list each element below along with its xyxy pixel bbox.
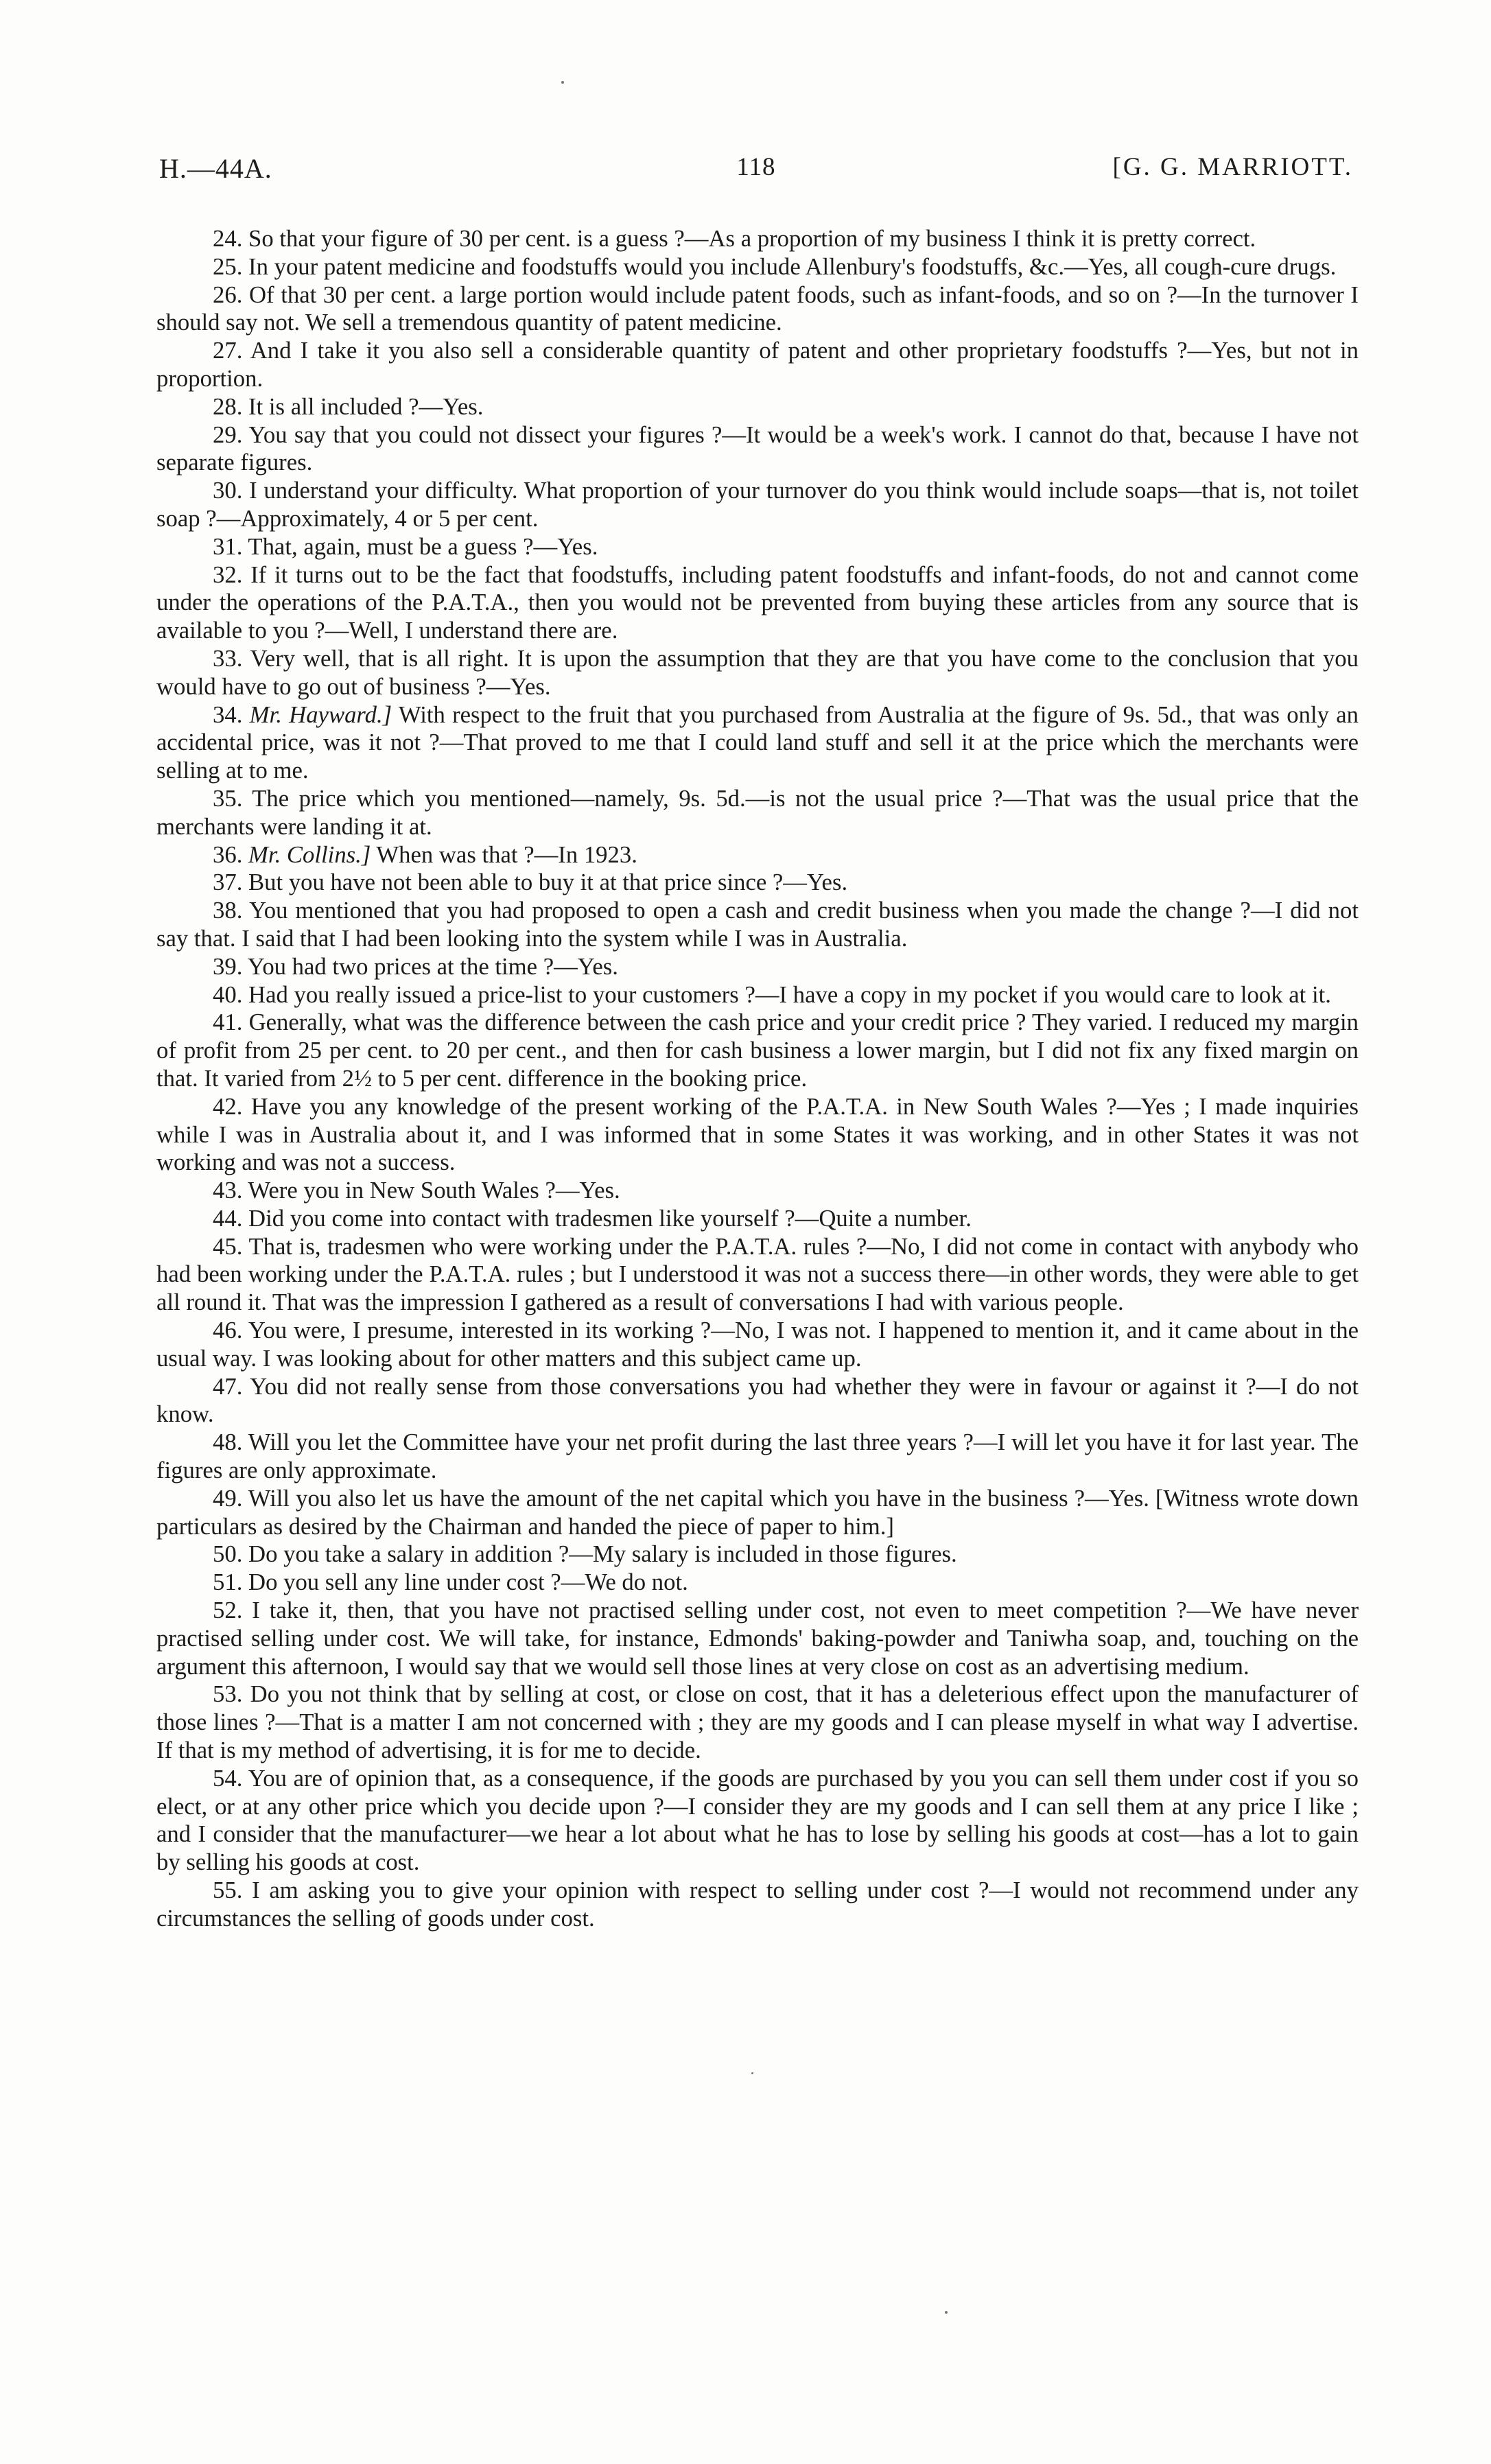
question-43: 43. Were you in New South Wales ?—Yes. [213, 1177, 620, 1204]
question-44: 44. Did you come into contact with tradesmen like yourself ?—Quite a number. [213, 1204, 972, 1232]
question-45: 45. That is, tradesmen who were working under the P.A.T.A. rules ?—No, I did not come in contact with anybody who had been working under the P.A.T.A. rules ; but I understood it was not a success there—in other words, they were able to get all round it. That was the impression I gathered as a result of conversations I had with various people. [156, 1232, 1359, 1316]
question-text: With respect to the fruit that you purchased from Australia at the figure of 9s. 5d., that was only an accidental price, was it not ?—That proved to me that I could land stuff and sell it at the price which the merchants were selling at to me. [156, 701, 1359, 784]
scan-speck [945, 2311, 948, 2314]
question-50: 50. Do you take a salary in addition ?—My salary is included in those figures. [213, 1540, 957, 1568]
question-54: 54. You are of opinion that, as a consequence, if the goods are purchased by you you can sell them under cost if you so elect, or at any other price which you decide upon ?—I consider they are my goods and I can sell them at any price I like ; and I consider that the manufacturer—we hear a lot about what he has to lose by selling his goods at cost—has a lot to gain by selling his goods at cost. [156, 1764, 1359, 1876]
page-number: 118 [736, 153, 776, 181]
question-41: 41. Generally, what was the difference between the cash price and your credit price ? They varied. I reduced my margin of profit from 25 per cent. to 20 per cent., and then for cash business a lower margin, but I did not fix any fixed margin on that. It varied from 2½ to 5 per cent. difference in the booking price. [156, 1009, 1359, 1092]
speaker-name: Mr. Hayward.] [249, 701, 392, 728]
question-38: 38. You mentioned that you had proposed to open a cash and credit business when you made the change ?—I did not say that. I said that I had been looking into the system while I was in Australia. [156, 897, 1359, 952]
question-31: 31. That, again, must be a guess ?—Yes. [213, 532, 598, 560]
question-30: 30. I understand your difficulty. What proportion of your turnover do you think would include soaps—that is, not toilet soap ?—Approximately, 4 or 5 per cent. [156, 477, 1359, 532]
question-25: 25. In your patent medicine and foodstuffs would you include Allenbury's foodstuffs, &c.—Yes, all cough-cure drugs. [213, 253, 1337, 280]
question-51: 51. Do you sell any line under cost ?—We do not. [213, 1569, 688, 1596]
question-33: 33. Very well, that is all right. It is upon the assumption that they are that you have come to the conclusion that you would have to go out of business ?—Yes. [156, 644, 1359, 700]
question-29: 29. You say that you could not dissect your figures ?—It would be a week's work. I cannot do that, because I have not separate figures. [156, 421, 1359, 476]
scan-speck [561, 81, 564, 84]
question-55: 55. I am asking you to give your opinion with respect to selling under cost ?—I would not recommend under any circumstances the selling of goods under cost. [156, 1877, 1359, 1932]
question-39: 39. You had two prices at the time ?—Yes. [213, 952, 618, 980]
question-46: 46. You were, I presume, interested in its working ?—No, I was not. I happened to mention it, and it came about in the usual way. I was looking about for other matters and this subject came up. [156, 1317, 1359, 1372]
document-reference: H.—44A. [159, 153, 272, 184]
question-48: 48. Will you let the Committee have your net profit during the last three years ?—I will let you have it for last year. The figures are only approximate. [156, 1429, 1359, 1484]
question-number: 36. [213, 841, 243, 868]
scan-speck [751, 2072, 753, 2074]
page-header [159, 152, 1353, 187]
witness-name: [G. G. MARRIOTT. [1112, 153, 1353, 181]
question-number: 34. [213, 701, 243, 728]
question-52: 52. I take it, then, that you have not practised selling under cost, not even to meet competition ?—We have never practised selling under cost. We will take, for instance, Edmonds' baking-powder and Taniwha soap, and, touching on the argument this afternoon, I would say that we would sell those lines at very close on cost as an advertising medium. [156, 1597, 1359, 1680]
question-47: 47. You did not really sense from those conversations you had whether they were in favour or against it ?—I do not know. [156, 1372, 1359, 1428]
question-49: 49. Will you also let us have the amount of the net capital which you have in the business ?—Yes. [Witness wrote down particulars as desired by the Chairman and handed the piece of paper to him.] [156, 1484, 1359, 1540]
question-32: 32. If it turns out to be the fact that foodstuffs, including patent foodstuffs and infant-foods, do not and cannot come under the operations of the P.A.T.A., then you would not be prevented from buying these articles from any source that is available to you ?—Well, I understand there are. [156, 561, 1359, 644]
transcript-body [156, 225, 1359, 1933]
question-36 [156, 841, 1359, 869]
question-53: 53. Do you not think that by selling at cost, or close on cost, that it has a deleterious effect upon the manufacturer of those lines ?—That is a matter I am not concerned with ; they are my goods and I can please myself in what way I advertise. If that is my method of advertising, it is for me to decide. [156, 1680, 1359, 1764]
question-35: 35. The price which you mentioned—namely, 9s. 5d.—is not the usual price ?—That was the usual price that the merchants were landing it at. [156, 784, 1359, 840]
question-text: When was that ?—In 1923. [376, 841, 637, 868]
question-42: 42. Have you any knowledge of the present working of the P.A.T.A. in New South Wales ?—Yes ; I made inquiries while I was in Australia about it, and I was informed that in some States it was working, and in other States it was not working and was not a success. [156, 1092, 1359, 1176]
question-27: 27. And I take it you also sell a considerable quantity of patent and other proprietary foodstuffs ?—Yes, but not in proportion. [156, 337, 1359, 392]
question-37: 37. But you have not been able to buy it at that price since ?—Yes. [213, 869, 848, 896]
question-26: 26. Of that 30 per cent. a large portion would include patent foods, such as infant-foods, and so on ?—In the turnover I should say not. We sell a tremendous quantity of patent medicine. [156, 281, 1359, 336]
question-34 [156, 701, 1359, 785]
question-28: 28. It is all included ?—Yes. [213, 392, 484, 420]
question-40: 40. Had you really issued a price-list to your customers ?—I have a copy in my pocket if you would care to look at it. [213, 981, 1331, 1008]
question-24: 24. So that your figure of 30 per cent. is a guess ?—As a proportion of my business I think it is pretty correct. [213, 225, 1256, 252]
speaker-name: Mr. Collins.] [248, 841, 371, 868]
